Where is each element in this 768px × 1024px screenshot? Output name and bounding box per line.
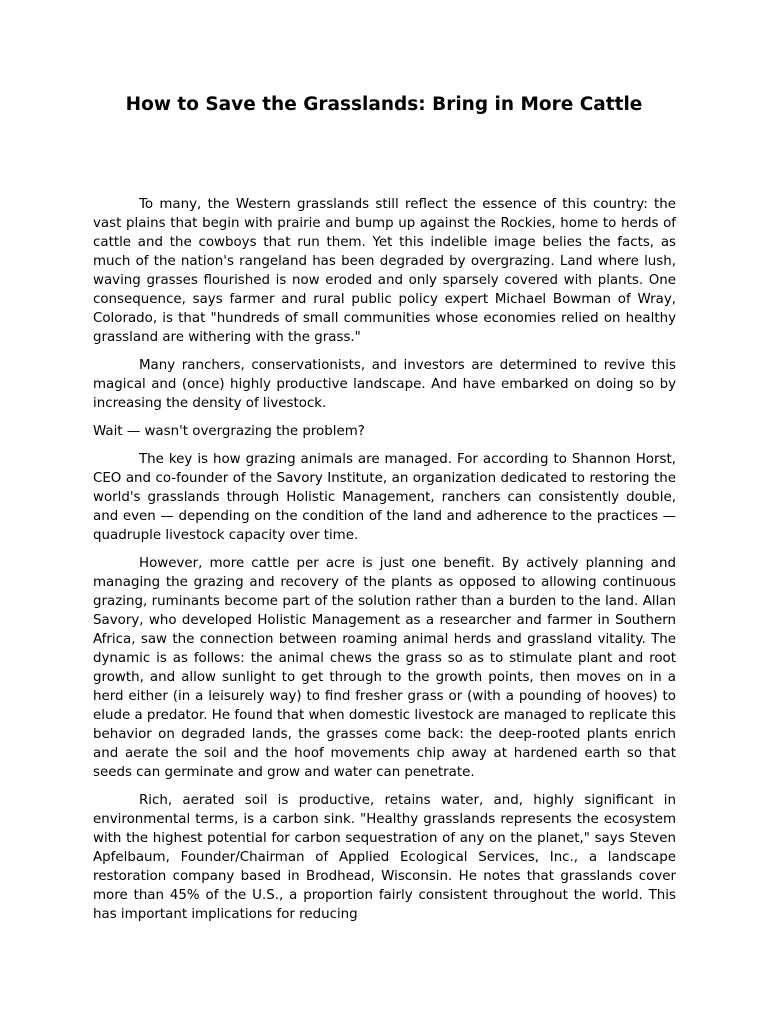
paragraph-question: Wait — wasn't overgrazing the problem? [93,424,365,439]
paragraph-intro: To many, the Western grasslands still reflect the essence of this country: the vast plains that begin with prairie and bump up against the Rockies, home to herds of cattle and the cowboys that run them. Yet this indelible image belies the facts, as much of the nation's rangeland has been degraded by overgrazing. Land where lush, waving grasses flourished is now eroded and only sparsely covered with plants. One consequence, says farmer and rural public policy expert Michael Bowman of Wray, Colorado, is that "hundreds of small communities whose economies relied on healthy grassland are withering with the grass." [93,197,676,345]
document-body [93,195,676,933]
paragraph-holistic-management: However, more cattle per acre is just one benefit. By actively planning and managing the grazing and recovery of the plants as opposed to allowing continuous grazing, ruminants become part of the solution rather than a burden to the land. Allan Savory, who developed Holistic Management as a researcher and farmer in Southern Africa, saw the connection between roaming animal herds and grassland vitality. The dynamic is as follows: the animal chews the grass so as to stimulate plant and root growth, and allow sunlight to get through to the growth points, then moves on in a herd either (in a leisurely way) to find fresher grass or (with a pounding of hooves) to elude a predator. He found that when domestic livestock are managed to replicate this behavior on degraded lands, the grasses come back: the deep-rooted plants enrich and aerate the soil and the hoof movements chip away at hardened earth so that seeds can germinate and grow and water can penetrate. [93,556,676,780]
paragraph-revive: Many ranchers, conservationists, and investors are determined to revive this magical and (once) highly productive landscape. And have embarked on doing so by increasing the density of livestock. [93,358,676,411]
paragraph-carbon-sink: Rich, aerated soil is productive, retains water, and, highly significant in environmental terms, is a carbon sink. "Healthy grasslands represents the ecosystem with the highest potential for carbon sequestration of any on the planet," says Steven Apfelbaum, Founder/Chairman of Applied Ecological Services, Inc., a landscape restoration company based in Brodhead, Wisconsin. He notes that grasslands cover more than 45% of the U.S., a proportion fairly consistent throughout the world. This has important implications for reducing [93,793,676,922]
document-title: How to Save the Grasslands: Bring in More Cattle [125,94,643,115]
paragraph-grazing-management: The key is how grazing animals are managed. For according to Shannon Horst, CEO and co-founder of the Savory Institute, an organization dedicated to restoring the world's grasslands through Holistic Management, ranchers can consistently double, and even — depending on the condition of the land and adherence to the practices — quadruple livestock capacity over time. [93,452,676,543]
